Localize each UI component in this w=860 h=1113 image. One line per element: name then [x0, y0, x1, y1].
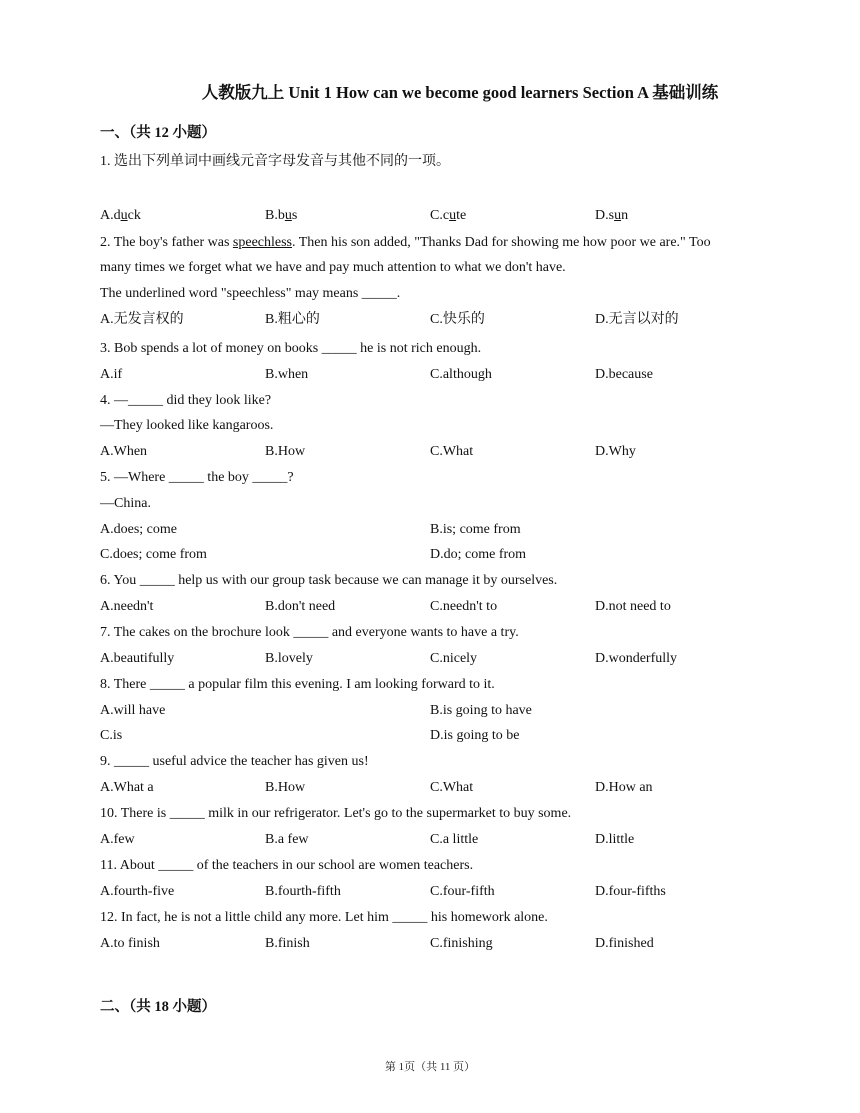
q3-option-a: A.if — [100, 367, 123, 382]
q10-option-b: B.a few — [265, 832, 309, 847]
q4-option-b: B.How — [265, 444, 306, 459]
question-3-stem: 3. Bob spends a lot of money on books _____ he is not rich enough. — [100, 341, 482, 356]
q2-option-a: A.无发言权的 — [100, 312, 184, 327]
question-5-answer-line: —China. — [100, 496, 151, 511]
question-7-stem: 7. The cakes on the brochure look _____ and everyone wants to have a try. — [100, 625, 519, 640]
page-footer: 第 1页（共 11 页） — [384, 1061, 476, 1073]
q2-option-b: B.粗心的 — [265, 312, 320, 327]
q3-option-c: C.although — [430, 367, 492, 382]
document-title: 人教版九上 Unit 1 How can we become good learners Section A 基础训练 — [201, 83, 719, 102]
q5-option-d: D.do; come from — [430, 547, 527, 562]
q8-option-c: C.is — [100, 728, 123, 743]
q12-option-a: A.to finish — [100, 936, 160, 951]
q12-option-b: B.finish — [265, 936, 310, 951]
question-5-stem: 5. —Where _____ the boy _____? — [100, 470, 294, 485]
q9-option-b: B.How — [265, 780, 306, 795]
q7-option-a: A.beautifully — [100, 651, 175, 666]
q2-option-d: D.无言以对的 — [595, 312, 679, 327]
q8-option-b: B.is going to have — [430, 703, 532, 718]
q5-option-b: B.is; come from — [430, 522, 521, 537]
q6-option-a: A.needn't — [100, 599, 154, 614]
question-4-answer-line: —They looked like kangaroos. — [100, 418, 274, 433]
question-4-stem: 4. —_____ did they look like? — [100, 393, 272, 408]
q11-option-a: A.fourth-five — [100, 884, 175, 899]
question-11-stem: 11. About _____ of the teachers in our school are women teachers. — [100, 858, 474, 873]
q12-option-d: D.finished — [595, 936, 654, 951]
q6-option-c: C.needn't to — [430, 599, 498, 614]
q12-option-c: C.finishing — [430, 936, 493, 951]
q1-option-b: B.bus — [265, 208, 298, 223]
q11-option-d: D.four-fifths — [595, 884, 666, 899]
q1-option-a: A.duck — [100, 208, 141, 223]
question-1-stem: 1. 选出下列单词中画线元音字母发音与其他不同的一项。 — [100, 154, 450, 169]
q6-option-d: D.not need to — [595, 599, 671, 614]
q9-option-a: A.What a — [100, 780, 154, 795]
question-6-stem: 6. You _____ help us with our group task because we can manage it by ourselves. — [100, 573, 558, 588]
q8-option-a: A.will have — [100, 703, 166, 718]
question-8-stem: 8. There _____ a popular film this evening. I am looking forward to it. — [100, 677, 495, 692]
q5-option-a: A.does; come — [100, 522, 177, 537]
q3-option-b: B.when — [265, 367, 309, 382]
q7-option-c: C.nicely — [430, 651, 478, 666]
question-2-stem-line2: many times we forget what we have and pay much attention to what we don't have. — [100, 260, 566, 275]
section-heading-1: 一、（共 12 小题） — [100, 125, 216, 141]
question-10-stem: 10. There is _____ milk in our refrigerator. Let's go to the supermarket to buy some. — [100, 806, 572, 821]
q1-option-c: C.cute — [430, 208, 467, 223]
q11-option-b: B.fourth-fifth — [265, 884, 341, 899]
underlined-word: speechless — [232, 235, 292, 250]
section-heading-2: 二、（共 18 小题） — [100, 999, 216, 1015]
q9-option-c: C.What — [430, 780, 474, 795]
question-9-stem: 9. _____ useful advice the teacher has given us! — [100, 754, 369, 769]
q9-option-d: D.How an — [595, 780, 653, 795]
q7-option-b: B.lovely — [265, 651, 313, 666]
q6-option-b: B.don't need — [265, 599, 336, 614]
question-12-stem: 12. In fact, he is not a little child any more. Let him _____ his homework alone. — [100, 910, 548, 925]
q1-option-d: D.sun — [595, 208, 629, 223]
q5-option-c: C.does; come from — [100, 547, 207, 562]
q7-option-d: D.wonderfully — [595, 651, 678, 666]
q4-option-d: D.Why — [595, 444, 636, 459]
question-2-stem-line1: 2. The boy's father was speechless. Then his son added, "Thanks Dad for showing me how poor we are." Too — [100, 235, 711, 250]
question-2-stem-line3: The underlined word "speechless" may means _____. — [100, 286, 401, 301]
q10-option-d: D.little — [595, 832, 635, 847]
q10-option-c: C.a little — [430, 832, 479, 847]
q4-option-c: C.What — [430, 444, 474, 459]
q4-option-a: A.When — [100, 444, 148, 459]
q2-option-c: C.快乐的 — [430, 312, 485, 327]
q11-option-c: C.four-fifth — [430, 884, 495, 899]
q8-option-d: D.is going to be — [430, 728, 520, 743]
q10-option-a: A.few — [100, 832, 135, 847]
q3-option-d: D.because — [595, 367, 653, 382]
